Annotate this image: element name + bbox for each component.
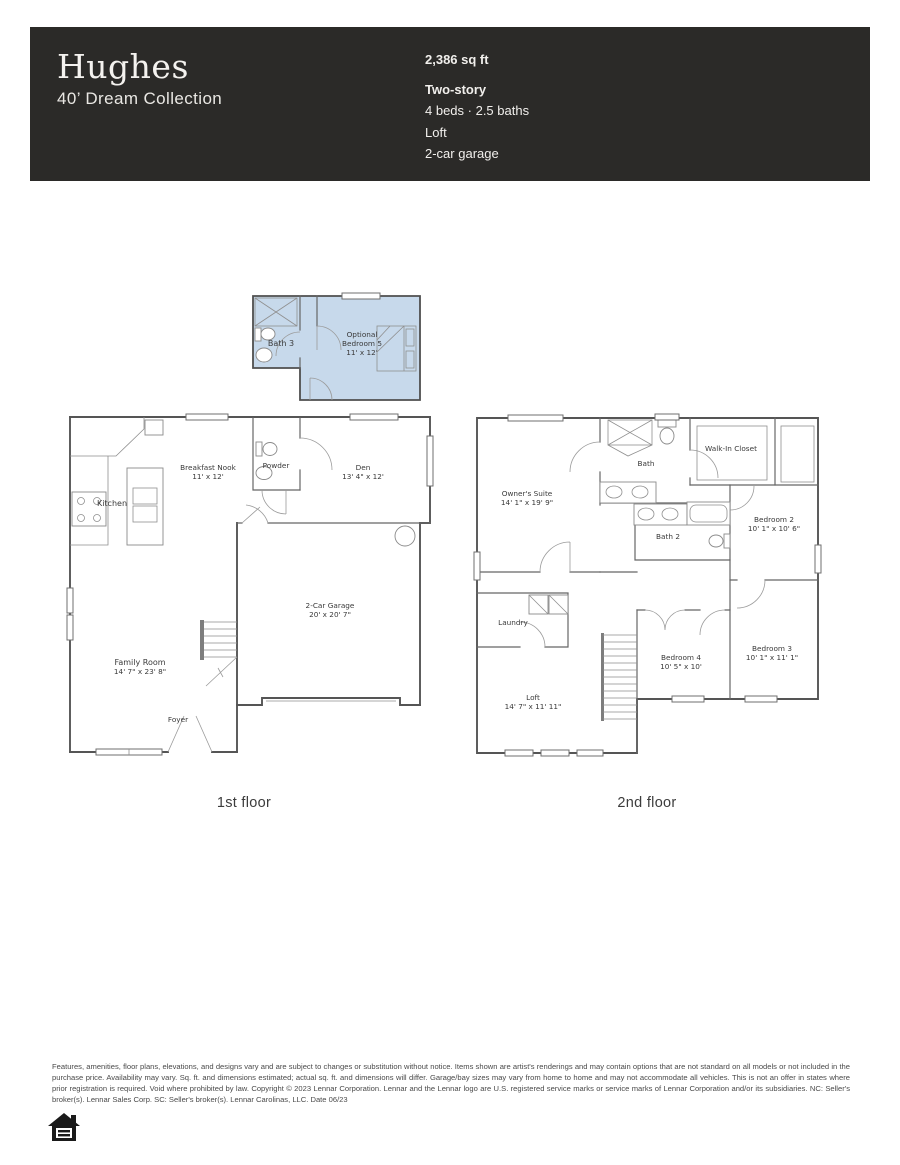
room-dims-bedroom3: 10' 1" x 11' 1" xyxy=(745,653,799,662)
room-dims-family-room: 14' 7" x 23' 8" xyxy=(113,667,167,676)
room-dims-owners-suite: 14' 1" x 19' 9" xyxy=(500,498,554,507)
spec-beds-baths: 4 beds · 2.5 baths xyxy=(425,103,530,118)
room-dims-den: 13' 4" x 12' xyxy=(342,472,384,481)
spec-loft: Loft xyxy=(425,124,447,140)
room-label-bedroom4: Bedroom 4 xyxy=(661,653,701,662)
room-label-optional2: Bedroom 5 xyxy=(342,339,382,348)
room-label-bath2: Bath 2 xyxy=(656,532,680,541)
room-dims-garage: 20' x 20' 7" xyxy=(309,610,351,619)
optional-highlight-area xyxy=(253,296,420,400)
laundry-appliances xyxy=(529,595,568,614)
room-label-family-room: Family Room xyxy=(114,658,166,667)
first-floor-walls xyxy=(70,417,430,752)
room-label-owners-suite: Owner's Suite xyxy=(501,489,553,498)
room-label-foyer: Foyer xyxy=(167,715,189,724)
stairs-first-floor xyxy=(200,620,237,686)
room-label-powder: Powder xyxy=(262,461,290,470)
stairs-second-floor xyxy=(601,633,637,721)
room-label-kitchen: Kitchen xyxy=(96,499,128,508)
closet-shelving xyxy=(697,426,814,482)
room-label-bedroom3: Bedroom 3 xyxy=(752,644,792,653)
room-label-breakfast-nook: Breakfast Nook xyxy=(180,463,236,472)
room-label-bedroom2: Bedroom 2 xyxy=(754,515,794,524)
spec-sqft: 2,386 sq ft xyxy=(425,52,489,67)
room-label-loft: Loft xyxy=(526,693,540,702)
room-label-bath: Bath xyxy=(637,459,655,468)
kitchen-fixtures xyxy=(70,417,163,545)
optional-bedroom5-plan xyxy=(253,293,420,400)
room-dims-breakfast-nook: 11' x 12' xyxy=(192,472,224,481)
spec-garage: 2-car garage xyxy=(425,146,499,161)
room-dims-bedroom4: 10' 5" x 10' xyxy=(660,662,702,671)
water-heater-symbol xyxy=(395,526,415,546)
room-label-laundry: Laundry xyxy=(498,618,528,627)
first-floor-plan xyxy=(67,414,433,755)
room-label-walk-in-closet: Walk-In Closet xyxy=(705,444,757,453)
second-floor-caption: 2nd floor xyxy=(617,795,677,811)
room-label-garage: 2-Car Garage xyxy=(305,601,355,610)
second-floor-plan xyxy=(474,414,821,756)
first-floor-windows xyxy=(67,414,433,755)
bath2-fixtures xyxy=(634,502,730,548)
room-label-optional1: Optional xyxy=(346,330,378,339)
spec-story: Two-story xyxy=(425,81,487,97)
first-floor-caption: 1st floor xyxy=(216,795,272,811)
collection-subtitle: 40’ Dream Collection xyxy=(57,89,223,108)
room-dims-optional: 11' x 12' xyxy=(346,348,378,357)
legal-disclaimer: Features, amenities, floor plans, elevations, and designs vary and are subject to changes or substitution without notice. Items shown are artist's renderings and may contain options that are not standard on all models or not included in the purchase price. Availability may vary. Sq. ft. and dimensions estimated; actual sq. ft. and dimensions will differ. Garage/bay sizes may vary from home to home and may not accommodate all vehicles. This is not an offer in states where prior registration is required. Void where prohibited by law. Copyright © 2023 Lennar Corporation. Lennar and the Lennar logo are U.S. registered service marks or service marks of Lennar Corporation and/or its subsidiaries. NC: Seller's broker(s). Lennar Sales Corp. SC: Seller's broker(s). Lennar Carolinas, LLC. Date 06/23 xyxy=(52,1062,850,1104)
room-dims-bedroom2: 10' 1" x 10' 6" xyxy=(747,524,801,533)
equal-housing-logo xyxy=(48,1113,80,1143)
plan-title: Hughes xyxy=(57,47,189,86)
room-dims-loft: 14' 7" x 11' 11" xyxy=(504,702,562,711)
room-label-bath3: Bath 3 xyxy=(267,339,295,348)
room-label-den: Den xyxy=(355,463,371,472)
